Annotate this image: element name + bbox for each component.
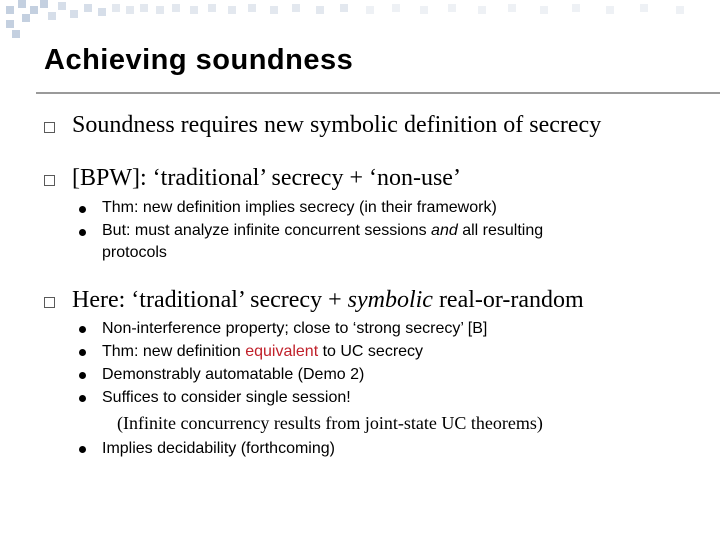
bullet-2-sub-2-continuation: protocols <box>102 244 167 261</box>
bullet-3-sub-4: Suffices to consider single session! <box>102 389 351 406</box>
bullet-2-sub-2: But: must analyze infinite concurrent sessions and all resulting <box>102 222 544 239</box>
bullet-3-sub-3: Demonstrably automatable (Demo 2) <box>102 366 365 383</box>
hollow-square-bullet-icon <box>44 175 55 186</box>
bullet-2-sub-1: Thm: new definition implies secrecy (in their framework) <box>102 199 497 216</box>
filled-dot-bullet-icon <box>79 395 86 402</box>
bullet-3-sub-2: Thm: new definition equivalent to UC secrecy <box>102 343 424 360</box>
hollow-square-bullet-icon <box>44 297 55 308</box>
filled-dot-bullet-icon <box>79 349 86 356</box>
hollow-square-bullet-icon <box>44 122 55 133</box>
bullet-3-sub-5: Implies decidability (forthcoming) <box>102 440 335 457</box>
filled-dot-bullet-icon <box>79 372 86 379</box>
filled-dot-bullet-icon <box>79 206 86 213</box>
bullet-3-note: (Infinite concurrency results from joint-state UC theorems) <box>117 413 543 433</box>
header-decoration <box>0 0 720 40</box>
filled-dot-bullet-icon <box>79 446 86 453</box>
filled-dot-bullet-icon <box>79 229 86 236</box>
bullet-3-sub-1: Non-interference property; close to ‘strong secrecy’ [B] <box>102 320 488 337</box>
filled-dot-bullet-icon <box>79 326 86 333</box>
slide-title: Achieving soundness <box>44 44 354 76</box>
emphasis-symbolic: symbolic <box>347 287 433 313</box>
highlight-equivalent: equivalent <box>245 343 319 360</box>
title-divider <box>36 92 720 94</box>
emphasis-and: and <box>431 222 458 239</box>
bullet-1-text: Soundness requires new symbolic definition of secrecy <box>72 112 602 138</box>
bullet-2-text: [BPW]: ‘traditional’ secrecy + ‘non-use’ <box>72 165 461 191</box>
bullet-3-text: Here: ‘traditional’ secrecy + symbolic real-or-random <box>72 287 584 313</box>
